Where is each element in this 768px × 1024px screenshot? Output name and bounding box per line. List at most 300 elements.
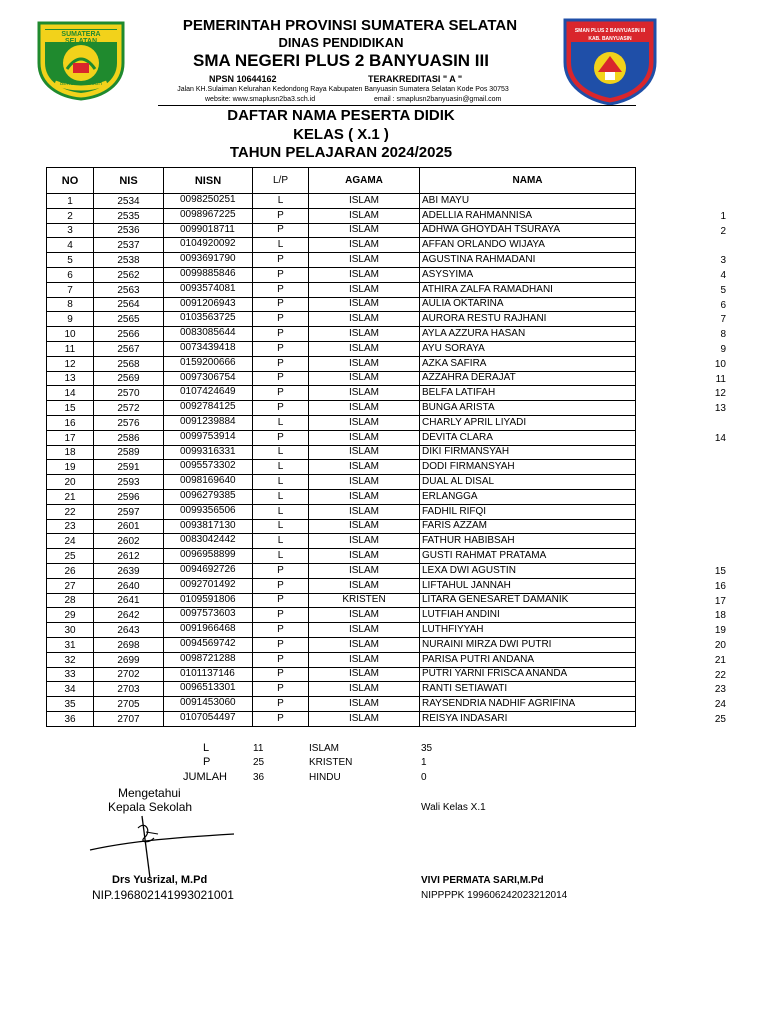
cell-no: 12	[47, 356, 94, 371]
cell-lp: L	[253, 460, 309, 475]
cell-nisn: 0083042442	[164, 534, 253, 549]
cell-no: 16	[47, 415, 94, 430]
cell-agama: ISLAM	[309, 208, 420, 223]
table-row	[47, 297, 636, 312]
cell-nis: 2562	[94, 267, 164, 282]
cell-nama: RANTI SETIAWATI	[420, 682, 636, 697]
side-number: 12	[714, 388, 726, 400]
cell-no: 17	[47, 430, 94, 445]
table-row	[47, 593, 636, 608]
cell-agama: ISLAM	[309, 563, 420, 578]
homeroom-nip: NIPPPPK 199606242023212014	[421, 890, 568, 901]
cell-nisn: 0091966468	[164, 623, 253, 638]
logo-left-bottom-text: BERSATU TEGUH	[59, 81, 103, 87]
cell-no: 31	[47, 637, 94, 652]
cell-lp: L	[253, 238, 309, 253]
cell-nis: 2576	[94, 415, 164, 430]
cell-lp: P	[253, 682, 309, 697]
cell-no: 25	[47, 549, 94, 564]
table-row	[47, 697, 636, 712]
table-row	[47, 489, 636, 504]
cell-lp: L	[253, 194, 309, 209]
side-number: 11	[715, 373, 726, 385]
cell-no: 11	[47, 341, 94, 356]
summary-p-label: P	[203, 756, 211, 768]
cell-nisn: 0094692726	[164, 563, 253, 578]
side-number: 15	[714, 566, 726, 577]
summary-kristen-value: 1	[421, 757, 427, 768]
cell-nama: LITARA GENESARET DAMANIK	[420, 593, 636, 608]
cell-nama: AYU SORAYA	[420, 341, 636, 356]
cell-agama: ISLAM	[309, 430, 420, 445]
cell-no: 1	[47, 194, 94, 209]
cell-nis: 2641	[94, 593, 164, 608]
cell-nis: 2567	[94, 341, 164, 356]
cell-no: 9	[47, 312, 94, 327]
cell-nisn: 0092784125	[164, 401, 253, 416]
cell-no: 33	[47, 667, 94, 682]
cell-no: 8	[47, 297, 94, 312]
cell-no: 29	[47, 608, 94, 623]
cell-no: 30	[47, 623, 94, 638]
school-name: SMA NEGERI PLUS 2 BANYUASIN III	[193, 51, 489, 70]
cell-lp: P	[253, 341, 309, 356]
side-number: 3	[720, 255, 726, 267]
cell-lp: P	[253, 637, 309, 652]
cell-agama: ISLAM	[309, 667, 420, 682]
cell-lp: L	[253, 534, 309, 549]
cell-nisn: 0093574081	[164, 282, 253, 297]
cell-nisn: 0097306754	[164, 371, 253, 386]
cell-nama: ATHIRA ZALFA RAMADHANI	[420, 282, 636, 297]
logo-right-text-1: SMAN PLUS 2 BANYUASIN III	[574, 28, 646, 34]
cell-nama: LUTFIAH ANDINI	[420, 608, 636, 623]
cell-agama: ISLAM	[309, 401, 420, 416]
cell-nama: PUTRI YARNI FRISCA ANANDA	[420, 667, 636, 682]
cell-nis: 2537	[94, 238, 164, 253]
cell-agama: ISLAM	[309, 489, 420, 504]
cell-agama: ISLAM	[309, 519, 420, 534]
cell-nisn: 0159200666	[164, 356, 253, 371]
side-number: 16	[714, 580, 726, 592]
cell-nisn: 0099316331	[164, 445, 253, 460]
cell-lp: P	[253, 253, 309, 268]
table-row	[47, 282, 636, 297]
side-number: 9	[720, 344, 726, 355]
col-header-nisn: NISN	[164, 168, 253, 194]
side-number: 4	[720, 270, 726, 281]
cell-no: 34	[47, 682, 94, 697]
cell-nis: 2601	[94, 519, 164, 534]
side-number: 14	[714, 432, 726, 444]
cell-nis: 2589	[94, 445, 164, 460]
cell-no: 24	[47, 534, 94, 549]
cell-agama: ISLAM	[309, 356, 420, 371]
principal-signature	[86, 812, 236, 882]
cell-lp: P	[253, 208, 309, 223]
cell-nama: ERLANGGA	[420, 489, 636, 504]
cell-no: 28	[47, 593, 94, 608]
cell-lp: P	[253, 667, 309, 682]
cell-lp: P	[253, 356, 309, 371]
summary-hindu-label: HINDU	[309, 772, 341, 783]
cell-nis: 2591	[94, 460, 164, 475]
cell-nisn: 0073439418	[164, 341, 253, 356]
cell-lp: P	[253, 608, 309, 623]
cell-nis: 2586	[94, 430, 164, 445]
year-title: TAHUN PELAJARAN 2024/2025	[229, 144, 453, 161]
cell-nisn: 0083085644	[164, 327, 253, 342]
cell-nis: 2698	[94, 637, 164, 652]
cell-nama: FARIS AZZAM	[420, 519, 636, 534]
cell-agama: ISLAM	[309, 549, 420, 564]
cell-no: 5	[47, 253, 94, 268]
cell-agama: ISLAM	[309, 327, 420, 342]
side-number: 25	[714, 714, 726, 725]
cell-nama: DIKI FIRMANSYAH	[420, 445, 636, 460]
accreditation: TERAKREDITASI " A "	[368, 74, 463, 84]
cell-agama: KRISTEN	[309, 593, 420, 608]
cell-nisn: 0098169640	[164, 475, 253, 490]
table-row	[47, 223, 636, 238]
cell-nis: 2563	[94, 282, 164, 297]
cell-nama: DEVITA CLARA	[420, 430, 636, 445]
school-website: website: www.smaplusn2ba3.sch.id	[205, 96, 316, 103]
cell-nisn: 0101137146	[164, 667, 253, 682]
table-header-row	[47, 168, 636, 194]
table-row	[47, 711, 636, 726]
table-row	[47, 415, 636, 430]
table-row	[47, 460, 636, 475]
cell-lp: L	[253, 489, 309, 504]
cell-nama: ADELLIA RAHMANNISA	[420, 208, 636, 223]
cell-nama: FADHIL RIFQI	[420, 504, 636, 519]
homeroom-name: VIVI PERMATA SARI,M.Pd	[421, 875, 544, 886]
cell-nama: BUNGA ARISTA	[420, 401, 636, 416]
cell-nisn: 0098967225	[164, 208, 253, 223]
side-number: 2	[720, 225, 726, 237]
logo-left-top-text: SUMATERA SELATAN	[61, 31, 101, 45]
cell-nisn: 0095573302	[164, 460, 253, 475]
cell-nama: REISYA INDASARI	[420, 711, 636, 726]
cell-agama: ISLAM	[309, 697, 420, 712]
table-row	[47, 608, 636, 623]
cell-lp: P	[253, 578, 309, 593]
cell-agama: ISLAM	[309, 578, 420, 593]
cell-lp: P	[253, 401, 309, 416]
table-row	[47, 637, 636, 652]
cell-agama: ISLAM	[309, 297, 420, 312]
cell-nama: AYLA AZZURA HASAN	[420, 327, 636, 342]
cell-nama: GUSTI RAHMAT PRATAMA	[420, 549, 636, 564]
cell-agama: ISLAM	[309, 623, 420, 638]
side-number: 19	[714, 625, 726, 637]
cell-lp: P	[253, 267, 309, 282]
table-row	[47, 327, 636, 342]
table-row	[47, 194, 636, 209]
col-header-no: NO	[47, 168, 94, 194]
cell-lp: P	[253, 371, 309, 386]
table-row	[47, 341, 636, 356]
cell-nama: AZZAHRA DERAJAT	[420, 371, 636, 386]
cell-nis: 2602	[94, 534, 164, 549]
table-row	[47, 386, 636, 401]
acknowledged-label: Mengetahui	[118, 786, 181, 800]
table-row	[47, 371, 636, 386]
cell-nama: AFFAN ORLANDO WIJAYA	[420, 238, 636, 253]
cell-no: 7	[47, 282, 94, 297]
cell-no: 32	[47, 652, 94, 667]
cell-nis: 2569	[94, 371, 164, 386]
side-number: 13	[714, 403, 726, 415]
cell-lp: P	[253, 312, 309, 327]
cell-nis: 2640	[94, 578, 164, 593]
cell-no: 21	[47, 489, 94, 504]
cell-nama: LEXA DWI AGUSTIN	[420, 563, 636, 578]
summary-hindu-value: 0	[421, 772, 427, 783]
cell-nama: ABI MAYU	[420, 194, 636, 209]
principal-name: Drs Yusrizal, M.Pd	[112, 874, 208, 886]
cell-lp: L	[253, 519, 309, 534]
cell-lp: P	[253, 697, 309, 712]
table-row	[47, 682, 636, 697]
cell-nisn: 0099753914	[164, 430, 253, 445]
cell-nama: FATHUR HABIBSAH	[420, 534, 636, 549]
principal-title: Kepala Sekolah	[108, 800, 193, 814]
cell-agama: ISLAM	[309, 460, 420, 475]
table-row	[47, 356, 636, 371]
summary-l-label: L	[203, 742, 210, 754]
cell-no: 26	[47, 563, 94, 578]
col-header-agama: AGAMA	[309, 168, 420, 194]
cell-nisn: 0091206943	[164, 297, 253, 312]
cell-nisn: 0099885846	[164, 267, 253, 282]
cell-agama: ISLAM	[309, 282, 420, 297]
cell-nama: DUAL AL DISAL	[420, 475, 636, 490]
logo-right-text-2: KAB. BANYUASIN	[588, 36, 632, 42]
table-row	[47, 549, 636, 564]
table-row	[47, 475, 636, 490]
cell-no: 35	[47, 697, 94, 712]
summary-islam-label: ISLAM	[309, 743, 340, 754]
cell-agama: ISLAM	[309, 386, 420, 401]
cell-lp: P	[253, 711, 309, 726]
cell-nisn: 0107424649	[164, 386, 253, 401]
cell-lp: P	[253, 623, 309, 638]
cell-nisn: 0096513301	[164, 682, 253, 697]
cell-nis: 2597	[94, 504, 164, 519]
cell-nisn: 0093691790	[164, 253, 253, 268]
table-row	[47, 253, 636, 268]
cell-no: 4	[47, 238, 94, 253]
summary-islam-value: 35	[421, 743, 433, 754]
cell-nisn: 0107054497	[164, 711, 253, 726]
cell-agama: ISLAM	[309, 608, 420, 623]
cell-agama: ISLAM	[309, 475, 420, 490]
cell-nisn: 0096279385	[164, 489, 253, 504]
cell-no: 22	[47, 504, 94, 519]
summary-total-value: 36	[253, 772, 265, 783]
cell-nis: 2568	[94, 356, 164, 371]
cell-lp: P	[253, 282, 309, 297]
side-number: 7	[720, 314, 726, 326]
cell-nis: 2643	[94, 623, 164, 638]
side-number: 20	[714, 640, 726, 651]
cell-lp: P	[253, 386, 309, 401]
table-body	[47, 194, 636, 727]
cell-no: 23	[47, 519, 94, 534]
summary-l-value: 11	[253, 743, 264, 754]
cell-nisn: 0092701492	[164, 578, 253, 593]
cell-agama: ISLAM	[309, 504, 420, 519]
table-row	[47, 504, 636, 519]
cell-nama: DODI FIRMANSYAH	[420, 460, 636, 475]
cell-agama: ISLAM	[309, 312, 420, 327]
cell-nis: 2564	[94, 297, 164, 312]
cell-nisn: 0093817130	[164, 519, 253, 534]
cell-lp: P	[253, 430, 309, 445]
cell-no: 20	[47, 475, 94, 490]
cell-nama: AULIA OKTARINA	[420, 297, 636, 312]
cell-no: 19	[47, 460, 94, 475]
cell-agama: ISLAM	[309, 371, 420, 386]
table-row	[47, 208, 636, 223]
cell-nis: 2565	[94, 312, 164, 327]
col-header-lp: L/P	[253, 168, 309, 194]
cell-lp: L	[253, 475, 309, 490]
side-number: 10	[714, 358, 726, 370]
side-number: 22	[714, 669, 726, 681]
cell-lp: L	[253, 504, 309, 519]
summary-total-label: JUMLAH	[183, 771, 228, 783]
cell-nis: 2536	[94, 223, 164, 238]
summary-kristen-label: KRISTEN	[309, 757, 353, 768]
cell-agama: ISLAM	[309, 637, 420, 652]
table-row	[47, 563, 636, 578]
cell-lp: P	[253, 652, 309, 667]
cell-nama: LUTHFIYYAH	[420, 623, 636, 638]
table-row	[47, 430, 636, 445]
cell-nis: 2566	[94, 327, 164, 342]
cell-agama: ISLAM	[309, 341, 420, 356]
cell-no: 14	[47, 386, 94, 401]
cell-nisn: 0098721288	[164, 652, 253, 667]
cell-agama: ISLAM	[309, 415, 420, 430]
cell-nisn: 0094569742	[164, 637, 253, 652]
summary-p-value: 25	[253, 757, 265, 768]
side-number: 6	[720, 299, 726, 311]
cell-nisn: 0109591806	[164, 593, 253, 608]
cell-nama: RAYSENDRIA NADHIF AGRIFINA	[420, 697, 636, 712]
cell-nama: NURAINI MIRZA DWI PUTRI	[420, 637, 636, 652]
document-title: DAFTAR NAMA PESERTA DIDIK	[227, 107, 455, 124]
table-row	[47, 519, 636, 534]
cell-nisn: 0099356506	[164, 504, 253, 519]
side-number: 5	[720, 284, 726, 296]
cell-lp: L	[253, 445, 309, 460]
cell-nis: 2703	[94, 682, 164, 697]
cell-agama: ISLAM	[309, 682, 420, 697]
cell-agama: ISLAM	[309, 652, 420, 667]
cell-nisn: 0097573603	[164, 608, 253, 623]
cell-nisn: 0091239884	[164, 415, 253, 430]
cell-nis: 2705	[94, 697, 164, 712]
cell-no: 18	[47, 445, 94, 460]
cell-nis: 2535	[94, 208, 164, 223]
cell-agama: ISLAM	[309, 267, 420, 282]
cell-agama: ISLAM	[309, 711, 420, 726]
col-header-nis: NIS	[94, 168, 164, 194]
cell-nis: 2639	[94, 563, 164, 578]
cell-no: 2	[47, 208, 94, 223]
cell-nis: 2572	[94, 401, 164, 416]
cell-nis: 2534	[94, 194, 164, 209]
cell-nis: 2538	[94, 253, 164, 268]
cell-nis: 2612	[94, 549, 164, 564]
header-divider	[158, 105, 636, 106]
cell-nis: 2707	[94, 711, 164, 726]
table-row	[47, 578, 636, 593]
cell-nama: AZKA SAFIRA	[420, 356, 636, 371]
cell-nis: 2570	[94, 386, 164, 401]
cell-nama: PARISA PUTRI ANDANA	[420, 652, 636, 667]
side-number: 24	[714, 699, 726, 711]
table-row	[47, 534, 636, 549]
cell-lp: P	[253, 297, 309, 312]
side-number: 23	[714, 684, 726, 696]
table-row	[47, 623, 636, 638]
homeroom-title: Wali Kelas X.1	[421, 802, 486, 813]
cell-agama: ISLAM	[309, 253, 420, 268]
side-number: 8	[720, 329, 726, 341]
cell-nis: 2593	[94, 475, 164, 490]
cell-no: 6	[47, 267, 94, 282]
cell-nama: BELFA LATIFAH	[420, 386, 636, 401]
cell-no: 36	[47, 711, 94, 726]
principal-nip: NIP.196802141993021001	[92, 888, 234, 902]
cell-nis: 2702	[94, 667, 164, 682]
cell-nama: ADHWA GHOYDAH TSURAYA	[420, 223, 636, 238]
class-title: KELAS ( X.1 )	[293, 126, 389, 143]
cell-nisn: 0096958899	[164, 549, 253, 564]
cell-agama: ISLAM	[309, 238, 420, 253]
school-address: Jalan KH.Sulaiman Kelurahan Kedondong Raya Kabupaten Banyuasin Sumatera Selatan Kode Pos 30753	[177, 86, 509, 93]
cell-nama: ASYSYIMA	[420, 267, 636, 282]
cell-no: 3	[47, 223, 94, 238]
table-row	[47, 238, 636, 253]
cell-nama: AGUSTINA RAHMADANI	[420, 253, 636, 268]
cell-no: 15	[47, 401, 94, 416]
table-row	[47, 312, 636, 327]
student-table	[46, 167, 636, 727]
table-row	[47, 445, 636, 460]
table-row	[47, 267, 636, 282]
cell-nama: AURORA RESTU RAJHANI	[420, 312, 636, 327]
side-number: 18	[714, 610, 726, 622]
side-number: 17	[714, 595, 726, 607]
col-header-nama: NAMA	[420, 168, 636, 194]
cell-lp: L	[253, 415, 309, 430]
npsn: NPSN 10644162	[209, 74, 277, 84]
side-number: 21	[714, 654, 726, 666]
table-row	[47, 401, 636, 416]
cell-lp: P	[253, 223, 309, 238]
cell-nisn: 0103563725	[164, 312, 253, 327]
cell-lp: P	[253, 563, 309, 578]
school-email: email : smaplusn2banyuasin@gmail.com	[374, 96, 502, 103]
cell-lp: P	[253, 327, 309, 342]
cell-nis: 2699	[94, 652, 164, 667]
